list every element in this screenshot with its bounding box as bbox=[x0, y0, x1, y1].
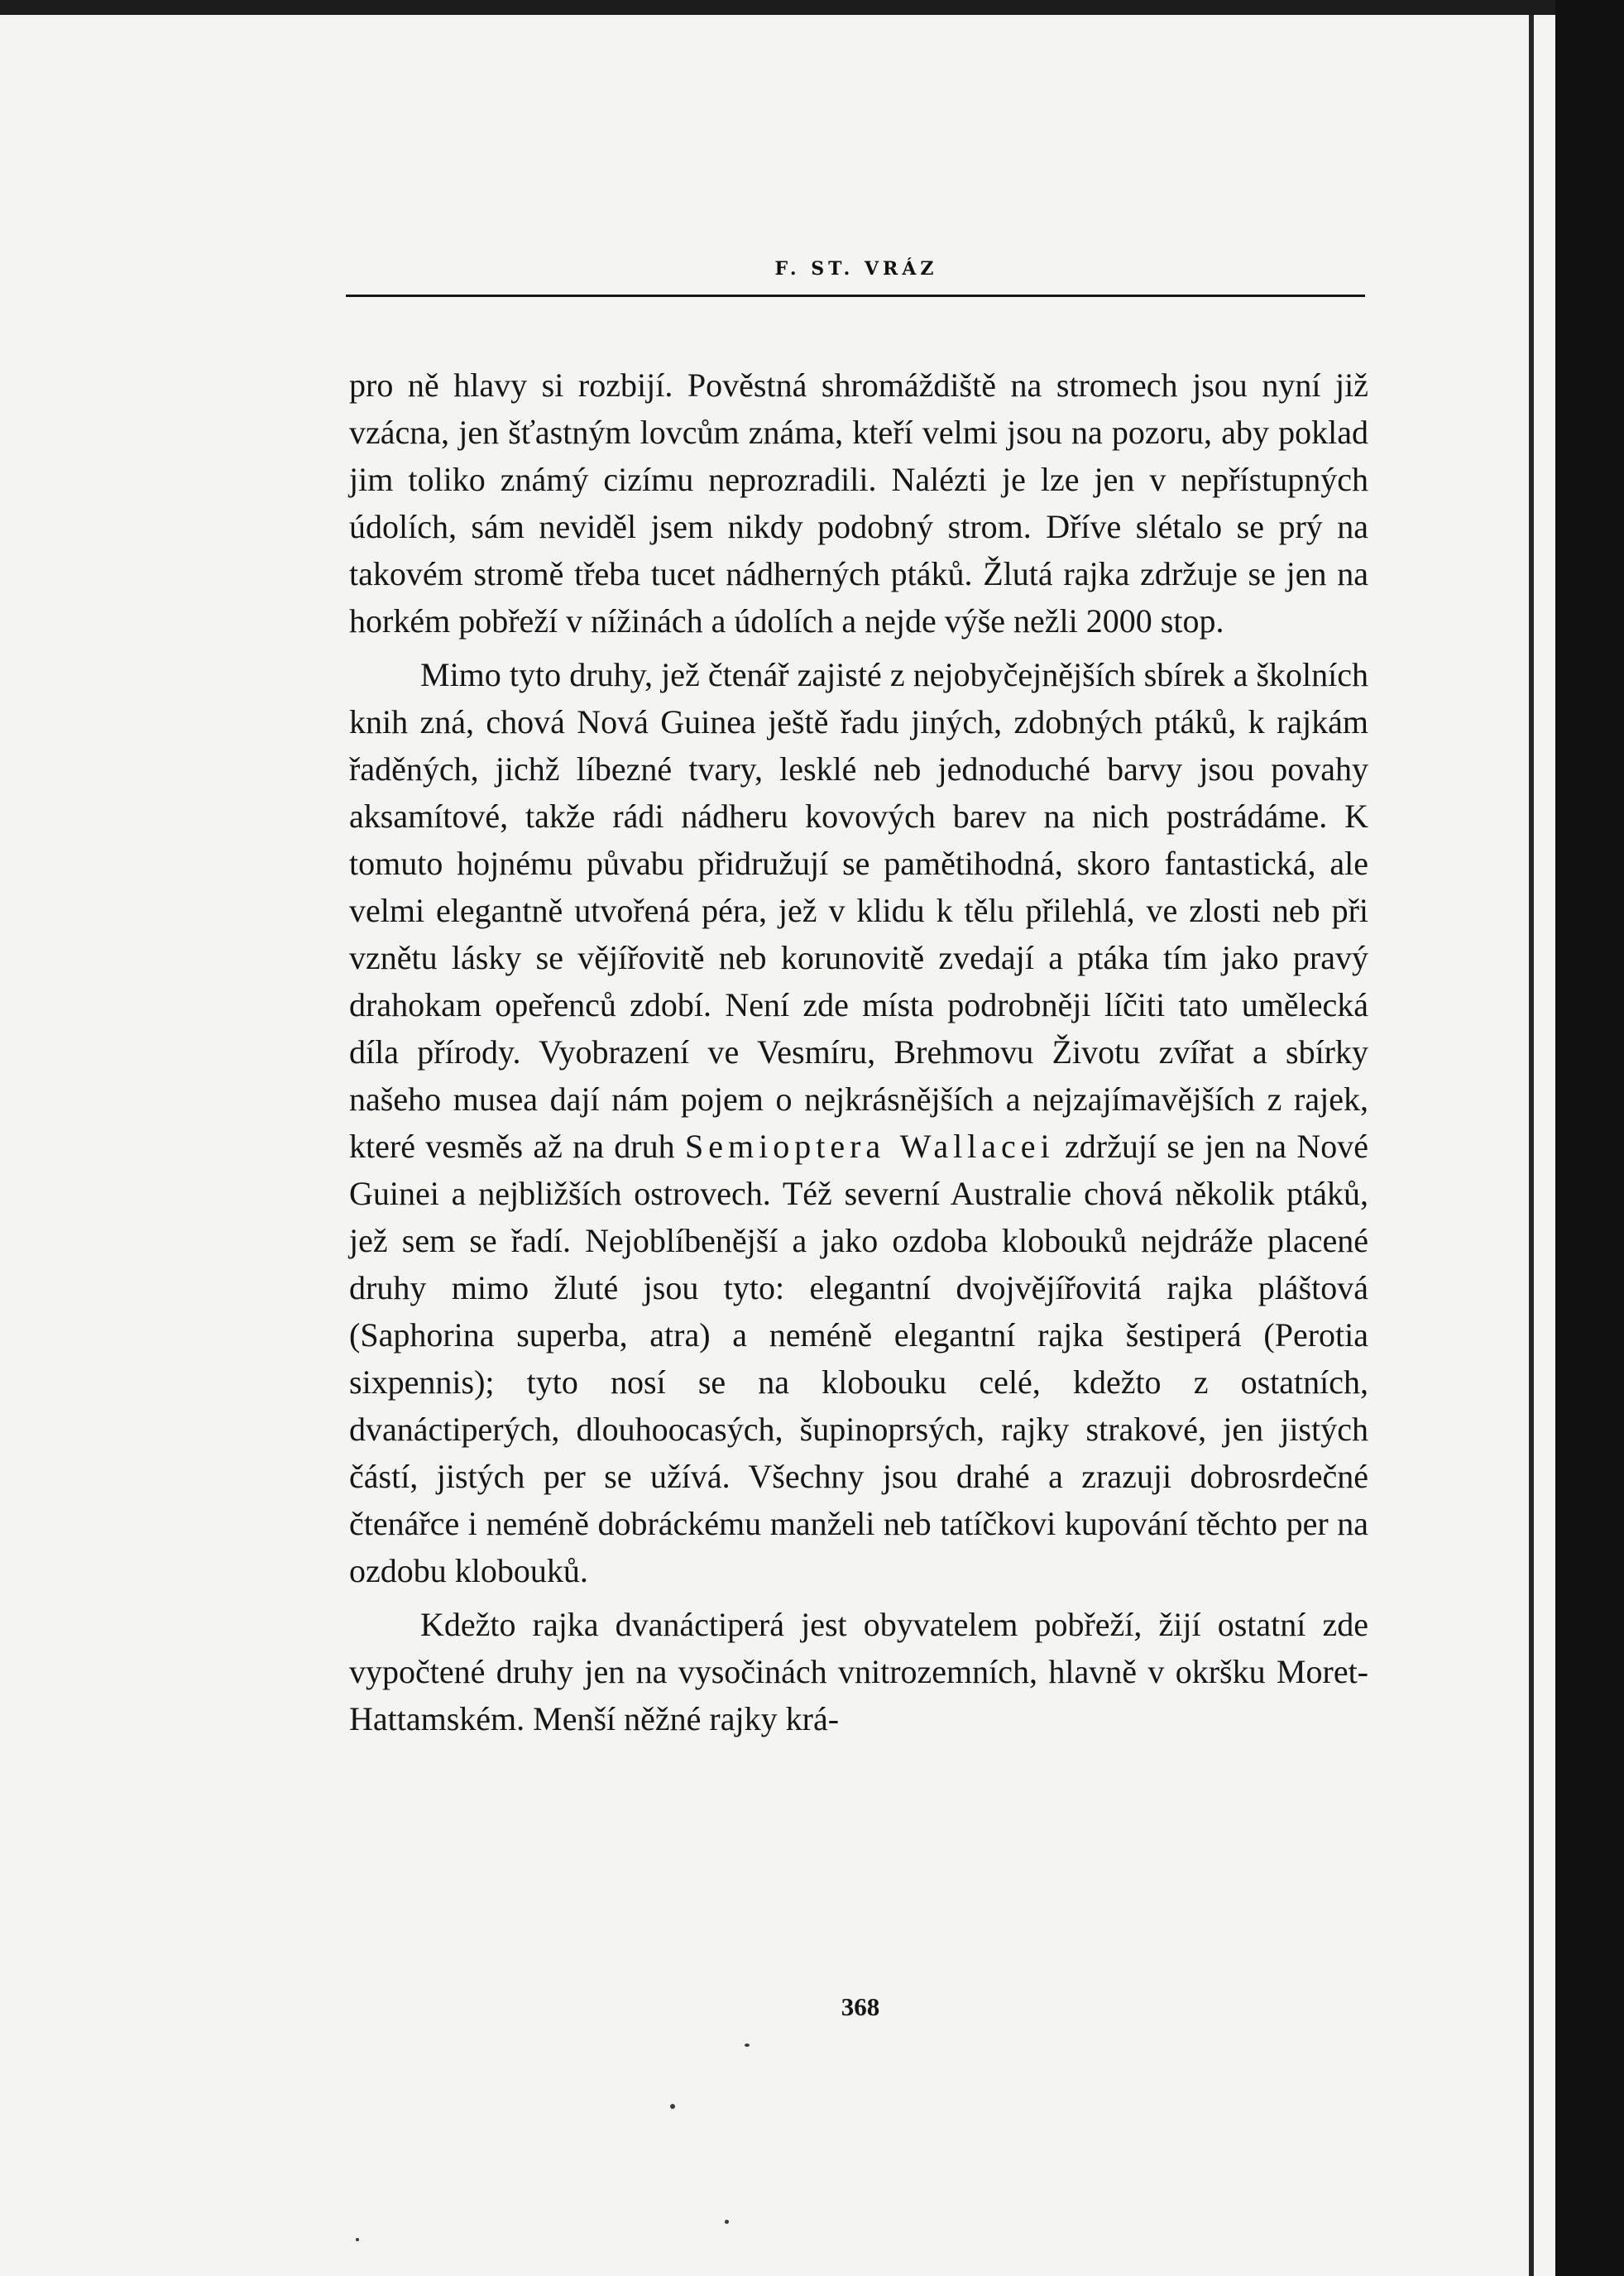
page-number: 368 bbox=[841, 1992, 880, 2021]
scan-speck bbox=[670, 2104, 675, 2109]
scan-speck bbox=[745, 2044, 750, 2047]
body-text bbox=[349, 362, 1368, 1749]
species-name-spaced: Semioptera Wallacei bbox=[684, 1128, 1055, 1165]
paragraph-2-part-1: Mimo tyto druhy, jež čtenář zajisté z nejobyčejnějších sbírek a školních knih zná, chová Nová Guinea ještě řadu jiných, zdobných ptáků, k rajkám řaděných, jichž líbezné tvary, lesklé neb jednoduché barvy jsou povahy aksamítové, takže rádi nádheru kovových barev na nich postrádáme. K tomuto hojnému půvabu přidružují se pamětihodná, skoro fantastická, ale velmi elegantně utvořená péra, jež v klidu k tělu přilehlá, ve zlosti neb při vznětu lásky se vějířovitě neb korunovitě zvedají a ptáka tím jako pravý drahokam opeřenců zdobí. Není zde místa podrobněji líčiti tato umělecká díla přírody. Vyobrazení ve Vesmíru, Brehmovu Životu zvířat a sbírky našeho musea dají nám pojem o nejkrásnějších a nejzajímavějších z rajek, které vesměs až na druh bbox=[349, 656, 1368, 1165]
paragraph-1: pro ně hlavy si rozbijí. Pověstná shromáždiště na stromech jsou nyní již vzácna, jen šťastným lovcům známa, kteří velmi jsou na pozoru, aby poklad jim toliko známý cizímu neprozradili. Nalézti je lze jen v nepřístupných údolích, sám neviděl jsem nikdy podobný strom. Dříve slétalo se prý na takovém stromě třeba tucet nádherných ptáků. Žlutá rajka zdržuje se jen na horkém pobřeží v nížinách a údolích a nejde výše nežli 2000 stop. bbox=[349, 367, 1368, 640]
page-edge-shadow bbox=[1529, 15, 1534, 2276]
scan-speck bbox=[356, 2238, 359, 2241]
scan-speck bbox=[725, 2220, 729, 2224]
paragraph-3: Kdežto rajka dvanáctiperá jest obyvatelem pobřeží, žijí ostatní zde vypočtené druhy jen na vysočinách vnitrozemních, hlavně v okršku Moret-Hattamském. Menší něžné rajky krá- bbox=[349, 1606, 1368, 1737]
scan-border bbox=[1555, 0, 1624, 2276]
paragraph-2-part-2: zdržují se jen na Nové Guinei a nejbližších ostrovech. Též severní Australie chová několik ptáků, jež sem se řadí. Nejoblíbenější a jako ozdoba klobouků nejdráže placené druhy mimo žluté jsou tyto: elegantní dvojvějířovitá rajka pláštová (Saphorina superba, atra) a neméně elegantní rajka šestiperá (Perotia sixpennis); tyto nosí se na klobouku celé, kdežto z ostatních, dvanáctiperých, dlouhoocasých, šupinoprsých, rajky strakové, jen jistých částí, jistých per se užívá. Všechny jsou drahé a zrazuji dobrosrdečné čtenářce i neméně dobráckému manželi neb tatíčkovi kupování těchto per na ozdobu klobouků. bbox=[349, 1128, 1369, 1589]
header-rule bbox=[346, 295, 1365, 297]
running-head: F. ST. VRÁZ bbox=[774, 258, 938, 280]
paragraph-2 bbox=[349, 651, 1368, 1594]
